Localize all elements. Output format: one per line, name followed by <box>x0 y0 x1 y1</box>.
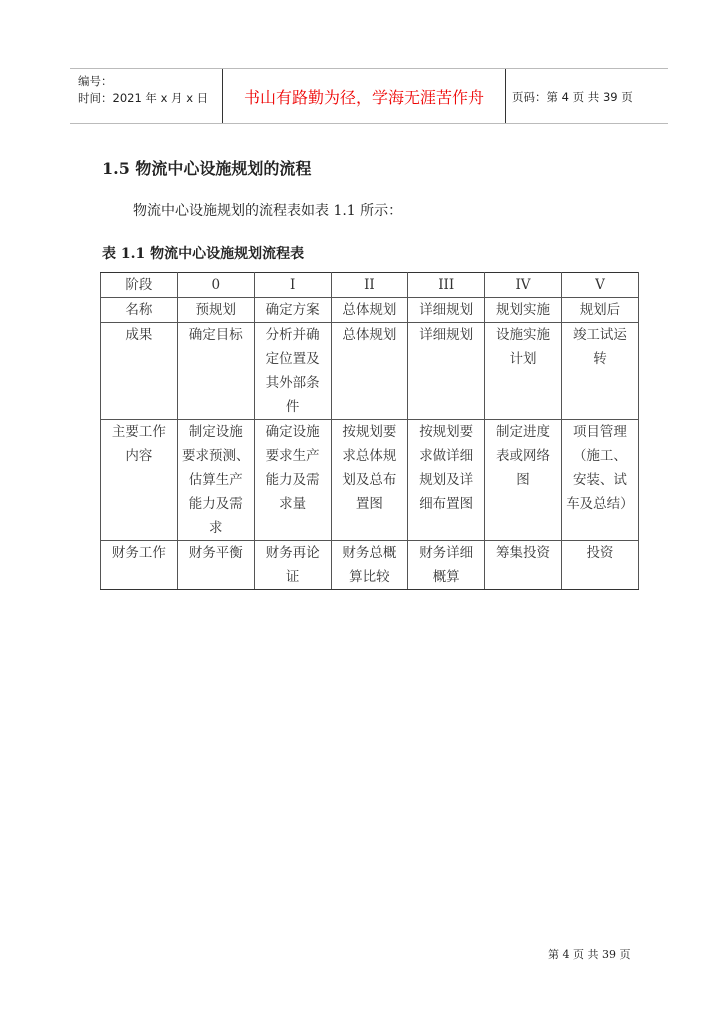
table-cell: IV <box>485 273 562 298</box>
table-cell: 规划后 <box>561 298 638 323</box>
table-cell: 预规划 <box>177 298 254 323</box>
table-cell: 确定设施 要求生产 能力及需 求量 <box>254 420 331 541</box>
table-cell: 规划实施 <box>485 298 562 323</box>
table-cell: 详细规划 <box>408 298 485 323</box>
date-label: 时间：2021 年 x 月 x 日 <box>78 91 209 105</box>
table-cell: III <box>408 273 485 298</box>
page-header <box>70 68 668 124</box>
table-cell: I <box>254 273 331 298</box>
table-cell: 财务工作 <box>101 541 178 590</box>
table-cell: 财务平衡 <box>177 541 254 590</box>
table-cell: 竣工试运 转 <box>561 323 638 420</box>
table-cell: 主要工作 内容 <box>101 420 178 541</box>
table-cell: 成果 <box>101 323 178 420</box>
page-footer: 第 4 页 共 39 页 <box>548 948 631 961</box>
table-cell: 总体规划 <box>331 323 408 420</box>
table-cell: 0 <box>177 273 254 298</box>
table-row <box>101 323 639 420</box>
table-row <box>101 298 639 323</box>
table-cell: II <box>331 273 408 298</box>
table-cell: 财务详细 概算 <box>408 541 485 590</box>
table-cell: 设施实施 计划 <box>485 323 562 420</box>
table-cell: 详细规划 <box>408 323 485 420</box>
table-cell: 分析并确 定位置及 其外部条 件 <box>254 323 331 420</box>
table-cell: 筹集投资 <box>485 541 562 590</box>
table-cell: 项目管理 （施工、 安装、试 车及总结） <box>561 420 638 541</box>
table-cell: 财务再论 证 <box>254 541 331 590</box>
table-cell: 确定方案 <box>254 298 331 323</box>
motto: 书山有路勤为径，学海无涯苦作舟 <box>222 69 506 123</box>
table-cell: 按规划要 求做详细 规划及详 细布置图 <box>408 420 485 541</box>
table-cell: 投资 <box>561 541 638 590</box>
section-title: 1.5 物流中心设施规划的流程 <box>102 159 312 178</box>
table-cell: 阶段 <box>101 273 178 298</box>
intro-text: 物流中心设施规划的流程表如表 1.1 所示： <box>133 203 403 219</box>
page-number: 页码：第 4 页 共 39 页 <box>512 90 633 104</box>
table-cell: 总体规划 <box>331 298 408 323</box>
table-cell: 确定目标 <box>177 323 254 420</box>
table-cell: 财务总概 算比较 <box>331 541 408 590</box>
table-row <box>101 541 639 590</box>
table-cell: 名称 <box>101 298 178 323</box>
table-cell: 制定设施 要求预测、 估算生产 能力及需 求 <box>177 420 254 541</box>
table-row <box>101 273 639 298</box>
table-cell: V <box>561 273 638 298</box>
header-info <box>78 73 208 107</box>
table-cell: 制定进度 表或网络 图 <box>485 420 562 541</box>
serial-label: 编号： <box>78 74 113 88</box>
table-caption: 表 1.1 物流中心设施规划流程表 <box>102 246 305 262</box>
table-cell: 按规划要 求总体规 划及总布 置图 <box>331 420 408 541</box>
process-table <box>100 272 639 590</box>
table-row <box>101 420 639 541</box>
